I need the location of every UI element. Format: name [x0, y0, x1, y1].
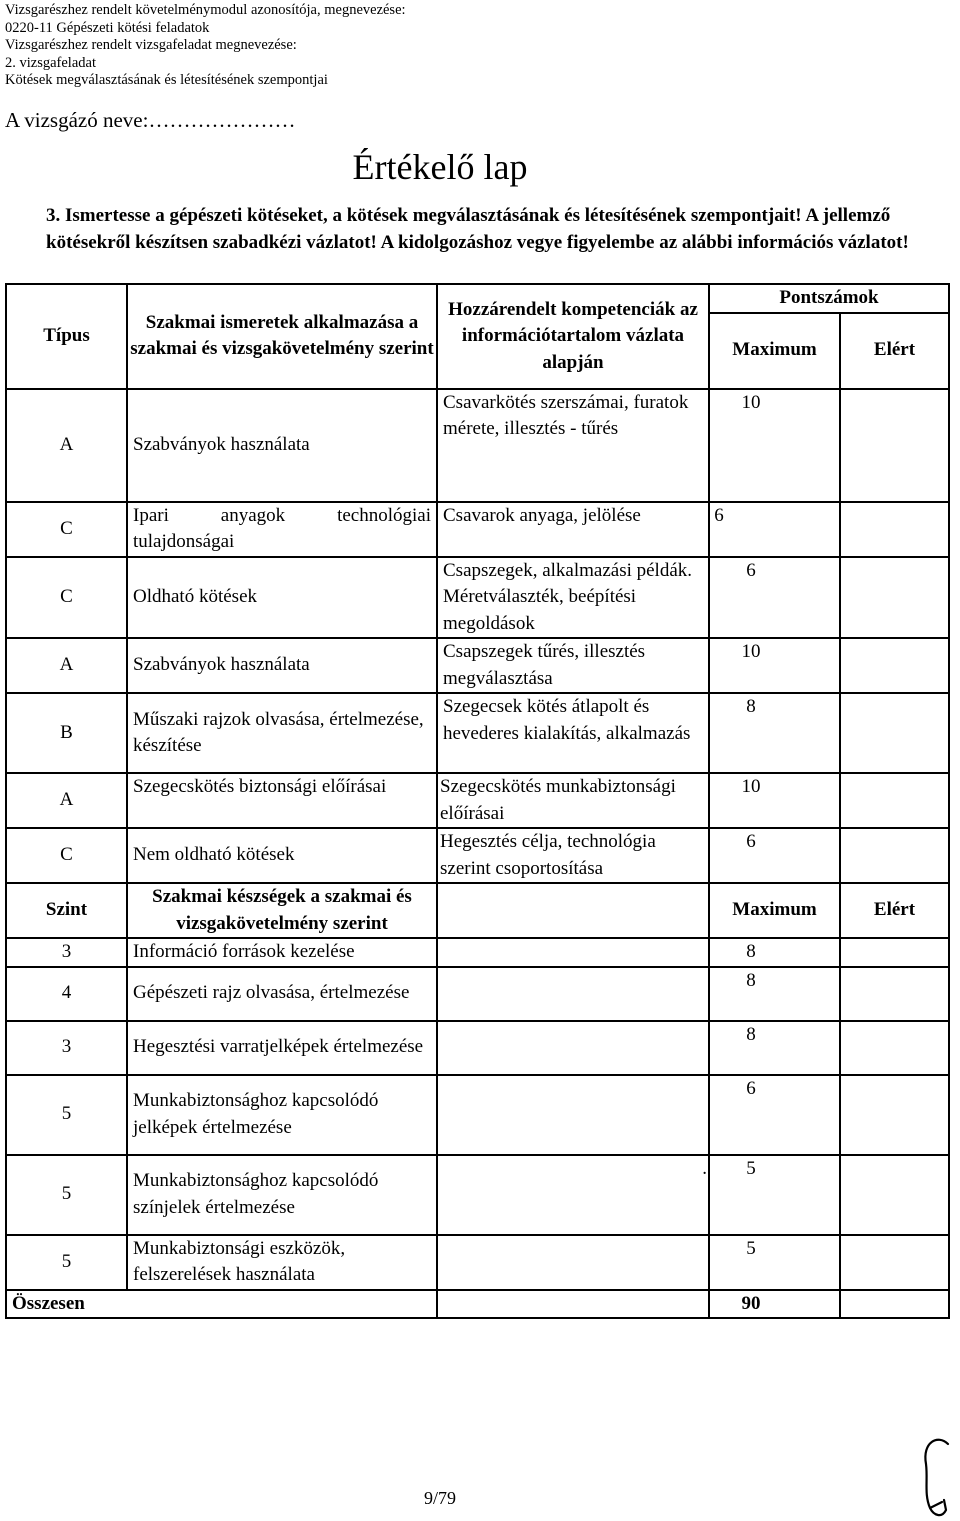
row-achieved[interactable]	[840, 693, 949, 773]
row-knowledge: Szabványok használata	[127, 389, 437, 502]
header-line-module-label: Vizsgarészhez rendelt követelménymodul azonosítója, megnevezése:	[5, 2, 406, 18]
table-row	[6, 773, 949, 828]
skill-name: Munkabiztonsági eszközök, felszerelések használata	[127, 1235, 437, 1290]
row-achieved[interactable]	[840, 828, 949, 883]
row-max: 10	[741, 776, 761, 797]
skill-achieved[interactable]	[840, 967, 949, 1021]
table-row	[6, 557, 949, 639]
table-row	[6, 1075, 949, 1155]
skill-level: 4	[6, 967, 127, 1021]
page-title: Értékelő lap	[352, 147, 528, 187]
header-level: Szint	[6, 883, 127, 938]
row-competence: Csapszegek tűrés, illesztés megválasztása	[437, 638, 709, 693]
skill-name: Gépészeti rajz olvasása, értelmezése	[127, 967, 437, 1021]
header-line-task: 2. vizsgafeladat	[5, 54, 96, 71]
table-row	[6, 693, 949, 773]
table-row	[6, 967, 949, 1021]
skill-level: 5	[6, 1075, 127, 1155]
table-row	[6, 828, 949, 883]
total-achieved[interactable]	[840, 1290, 949, 1319]
skill-achieved[interactable]	[840, 1235, 949, 1290]
row-knowledge: Nem oldható kötések	[127, 828, 437, 883]
candidate-name-line: A vizsgázó neve:…………………	[5, 108, 296, 132]
total-row	[6, 1290, 949, 1319]
row-max: 6	[746, 831, 756, 852]
evaluation-table	[5, 283, 950, 1319]
skill-max: 8	[746, 1023, 756, 1045]
header-type: Típus	[6, 284, 127, 389]
header-knowledge: Szakmai ismeretek alkalmazása a szakmai és vizsgakövetelmény szerint	[127, 284, 437, 389]
row-competence: Csapszegek, alkalmazási példák. Méretválaszték, beépítési megoldások	[437, 557, 709, 639]
header-competence: Hozzárendelt kompetenciák az információtartalom vázlata alapján	[437, 284, 709, 389]
skill-name: Hegesztési varratjelképek értelmezése	[127, 1021, 437, 1075]
row-achieved[interactable]	[840, 557, 949, 639]
skill-max: 5	[746, 1157, 756, 1179]
task-description: 3. Ismertesse a gépészeti kötéseket, a kötések megválasztásának és létesítésének szempontjait! A jellemző kötésekről készítsen szabadkézi vázlatot! A kidolgozáshoz vegye figyelembe az alábbi információs vázlatot!	[46, 205, 909, 253]
row-achieved[interactable]	[840, 638, 949, 693]
row-type: C	[6, 557, 127, 639]
table-row	[6, 1235, 949, 1290]
skill-achieved[interactable]	[840, 938, 949, 967]
skill-max: 8	[746, 969, 756, 991]
header-skills-achieved: Elért	[840, 883, 949, 938]
skill-name: Munkabiztonsághoz kapcsolódó színjelek értelmezése	[127, 1155, 437, 1235]
row-knowledge: Ipari anyagok technológiai tulajdonságai	[127, 502, 437, 557]
table-row	[6, 502, 949, 557]
total-label: Összesen	[6, 1290, 437, 1319]
table-row	[6, 638, 949, 693]
row-max: 8	[746, 696, 756, 717]
table-row	[6, 1021, 949, 1075]
row-achieved[interactable]	[840, 773, 949, 828]
skill-marker	[437, 1021, 709, 1075]
skill-marker: .	[437, 1155, 709, 1235]
row-max: 10	[741, 641, 761, 662]
header-line-task-label: Vizsgarészhez rendelt vizsgafeladat megnevezése:	[5, 37, 297, 53]
skills-header-row	[6, 883, 949, 938]
header-skills: Szakmai készségek a szakmai és vizsgakövetelmény szerint	[127, 883, 437, 938]
row-type: A	[6, 389, 127, 502]
row-competence: Szegecskötés munkabiztonsági előírásai	[437, 773, 709, 828]
row-achieved[interactable]	[840, 502, 949, 557]
skill-achieved[interactable]	[840, 1021, 949, 1075]
row-competence: Csavarok anyaga, jelölése	[437, 502, 709, 557]
skill-max: 8	[746, 941, 756, 962]
row-max: 6	[714, 504, 724, 526]
row-knowledge: Szegecskötés biztonsági előírásai	[127, 773, 437, 828]
skill-marker	[437, 967, 709, 1021]
row-achieved[interactable]	[840, 389, 949, 502]
skill-level: 3	[6, 1021, 127, 1075]
table-row	[6, 389, 949, 502]
row-max: 6	[746, 559, 756, 581]
signature-mark	[918, 1436, 954, 1518]
total-max: 90	[741, 1292, 761, 1314]
row-knowledge: Szabványok használata	[127, 638, 437, 693]
row-competence: Csavarkötés szerszámai, furatok mérete, illesztés - tűrés	[437, 389, 709, 502]
header-achieved: Elért	[840, 313, 949, 389]
skill-achieved[interactable]	[840, 1075, 949, 1155]
skill-marker	[437, 1235, 709, 1290]
document-header	[5, 2, 406, 90]
skill-max: 5	[746, 1237, 756, 1259]
row-type: C	[6, 502, 127, 557]
skill-level: 5	[6, 1155, 127, 1235]
skill-max: 6	[746, 1077, 756, 1099]
row-type: A	[6, 773, 127, 828]
row-knowledge: Műszaki rajzok olvasása, értelmezése, készítése	[127, 693, 437, 773]
row-type: B	[6, 693, 127, 773]
skill-level: 3	[6, 938, 127, 967]
skill-marker	[437, 1075, 709, 1155]
row-competence: Hegesztés célja, technológia szerint csoportosítása	[437, 828, 709, 883]
table-row	[6, 1155, 949, 1235]
table-row	[6, 938, 949, 967]
skill-marker	[437, 938, 709, 967]
header-max: Maximum	[709, 313, 840, 389]
header-skills-max: Maximum	[709, 883, 840, 938]
header-line-module: 0220-11 Gépészeti kötési feladatok	[5, 19, 210, 36]
row-knowledge: Oldható kötések	[127, 557, 437, 639]
row-type: A	[6, 638, 127, 693]
row-max: 10	[741, 391, 761, 413]
page-number: 9/79	[423, 1488, 456, 1508]
header-line-topic: Kötések megválasztásának és létesítésének szempontjai	[5, 72, 328, 88]
row-type: C	[6, 828, 127, 883]
skill-name: Munkabiztonsághoz kapcsolódó jelképek értelmezése	[127, 1075, 437, 1155]
skill-name: Információ források kezelése	[127, 938, 437, 967]
row-competence: Szegecsek kötés átlapolt és hevederes kialakítás, alkalmazás	[437, 693, 709, 773]
skill-level: 5	[6, 1235, 127, 1290]
header-points: Pontszámok	[709, 284, 949, 313]
skill-achieved[interactable]	[840, 1155, 949, 1235]
